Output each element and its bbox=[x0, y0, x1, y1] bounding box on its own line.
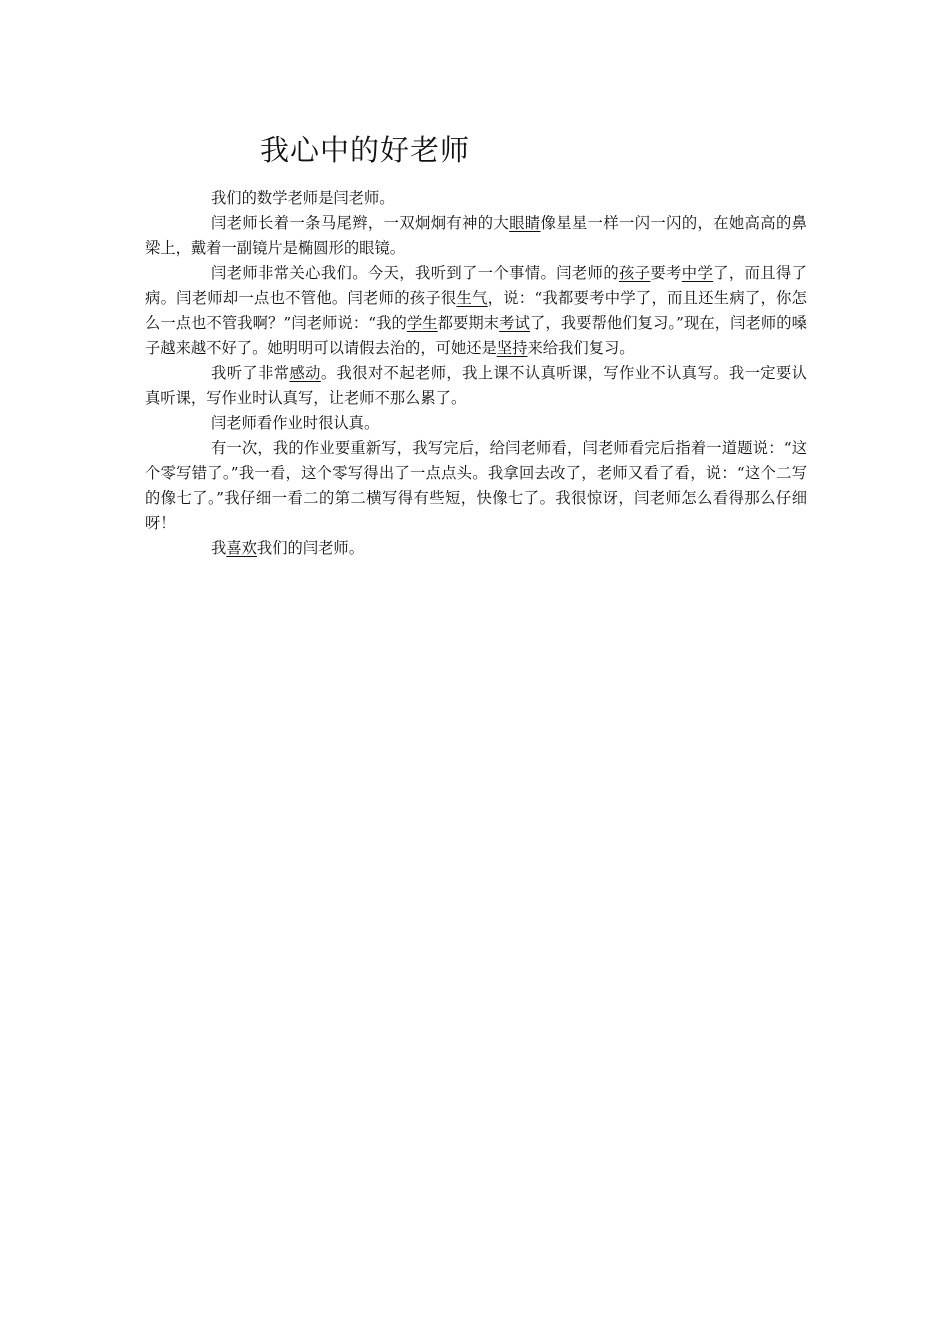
paragraph bbox=[145, 261, 807, 361]
text-run: 闫老师看作业时很认真。 bbox=[211, 414, 380, 432]
paragraph bbox=[145, 361, 807, 411]
text-run: 来给我们复习。 bbox=[527, 339, 635, 357]
underlined-word: 孩子 bbox=[619, 264, 651, 282]
underlined-word: 坚持 bbox=[496, 339, 528, 357]
text-run: 我听了非常 bbox=[211, 364, 290, 382]
text-run: 了，我要帮他们复习。”现在，闫老师的嗓子越来越不好了。她明明可以请假去治的，可她还是 bbox=[145, 314, 807, 357]
underlined-word: 感动 bbox=[289, 364, 321, 382]
text-run: 都要期末 bbox=[437, 314, 500, 332]
text-run: 像星星一样一闪一闪的，在她高高的鼻梁上，戴着一副镜片是椭圆形的眼镜。 bbox=[145, 214, 807, 257]
text-run: 闫老师长着一条马尾辫，一双炯炯有神的大 bbox=[211, 214, 510, 232]
paragraph bbox=[145, 186, 807, 211]
text-run: 要考 bbox=[650, 264, 682, 282]
underlined-word: 生气 bbox=[456, 289, 488, 307]
text-run: ，说：“我都要考中学了，而且还生病了，你怎么一点也不管我啊？”闫老师说：“我的 bbox=[145, 289, 807, 332]
text-run: 闫老师非常关心我们。今天，我听到了一个事情。闫老师的 bbox=[211, 264, 620, 282]
text-run: 我 bbox=[211, 539, 227, 557]
underlined-word: 中学 bbox=[681, 264, 714, 282]
paragraph bbox=[145, 411, 807, 436]
text-run: 。我很对不起老师，我上课不认真听课，写作业不认真写。我一定要认真听课，写作业时认真写，让老师不那么累了。 bbox=[145, 364, 807, 407]
document-title: 我心中的好老师 bbox=[260, 133, 471, 167]
text-run: 我们的闫老师。 bbox=[256, 539, 365, 557]
text-run: 有一次，我的作业要重新写，我写完后，给闫老师看，闫老师看完后指着一道题说：“这个零写错了。”我一看，这个零写得出了一点点头。我拿回去改了，老师又看了看，说：“这个二写的像七了。”我仔细一看二的第二横写得有些短，快像七了。我很惊讶，闫老师怎么看得那么仔细呀！ bbox=[145, 439, 807, 532]
document-body bbox=[145, 186, 807, 561]
underlined-word: 眼睛 bbox=[509, 214, 541, 232]
paragraph bbox=[145, 536, 807, 561]
paragraph bbox=[145, 211, 807, 261]
text-run: 我们的数学老师是闫老师。 bbox=[211, 189, 395, 207]
text-run: 了，而且得了病。闫老师却一点也不管他。闫老师的孩子很 bbox=[145, 264, 807, 307]
underlined-word: 喜欢 bbox=[226, 539, 257, 557]
document-page bbox=[145, 128, 807, 561]
underlined-word: 考试 bbox=[499, 314, 530, 332]
underlined-word: 学生 bbox=[406, 314, 438, 332]
paragraph bbox=[145, 436, 807, 536]
